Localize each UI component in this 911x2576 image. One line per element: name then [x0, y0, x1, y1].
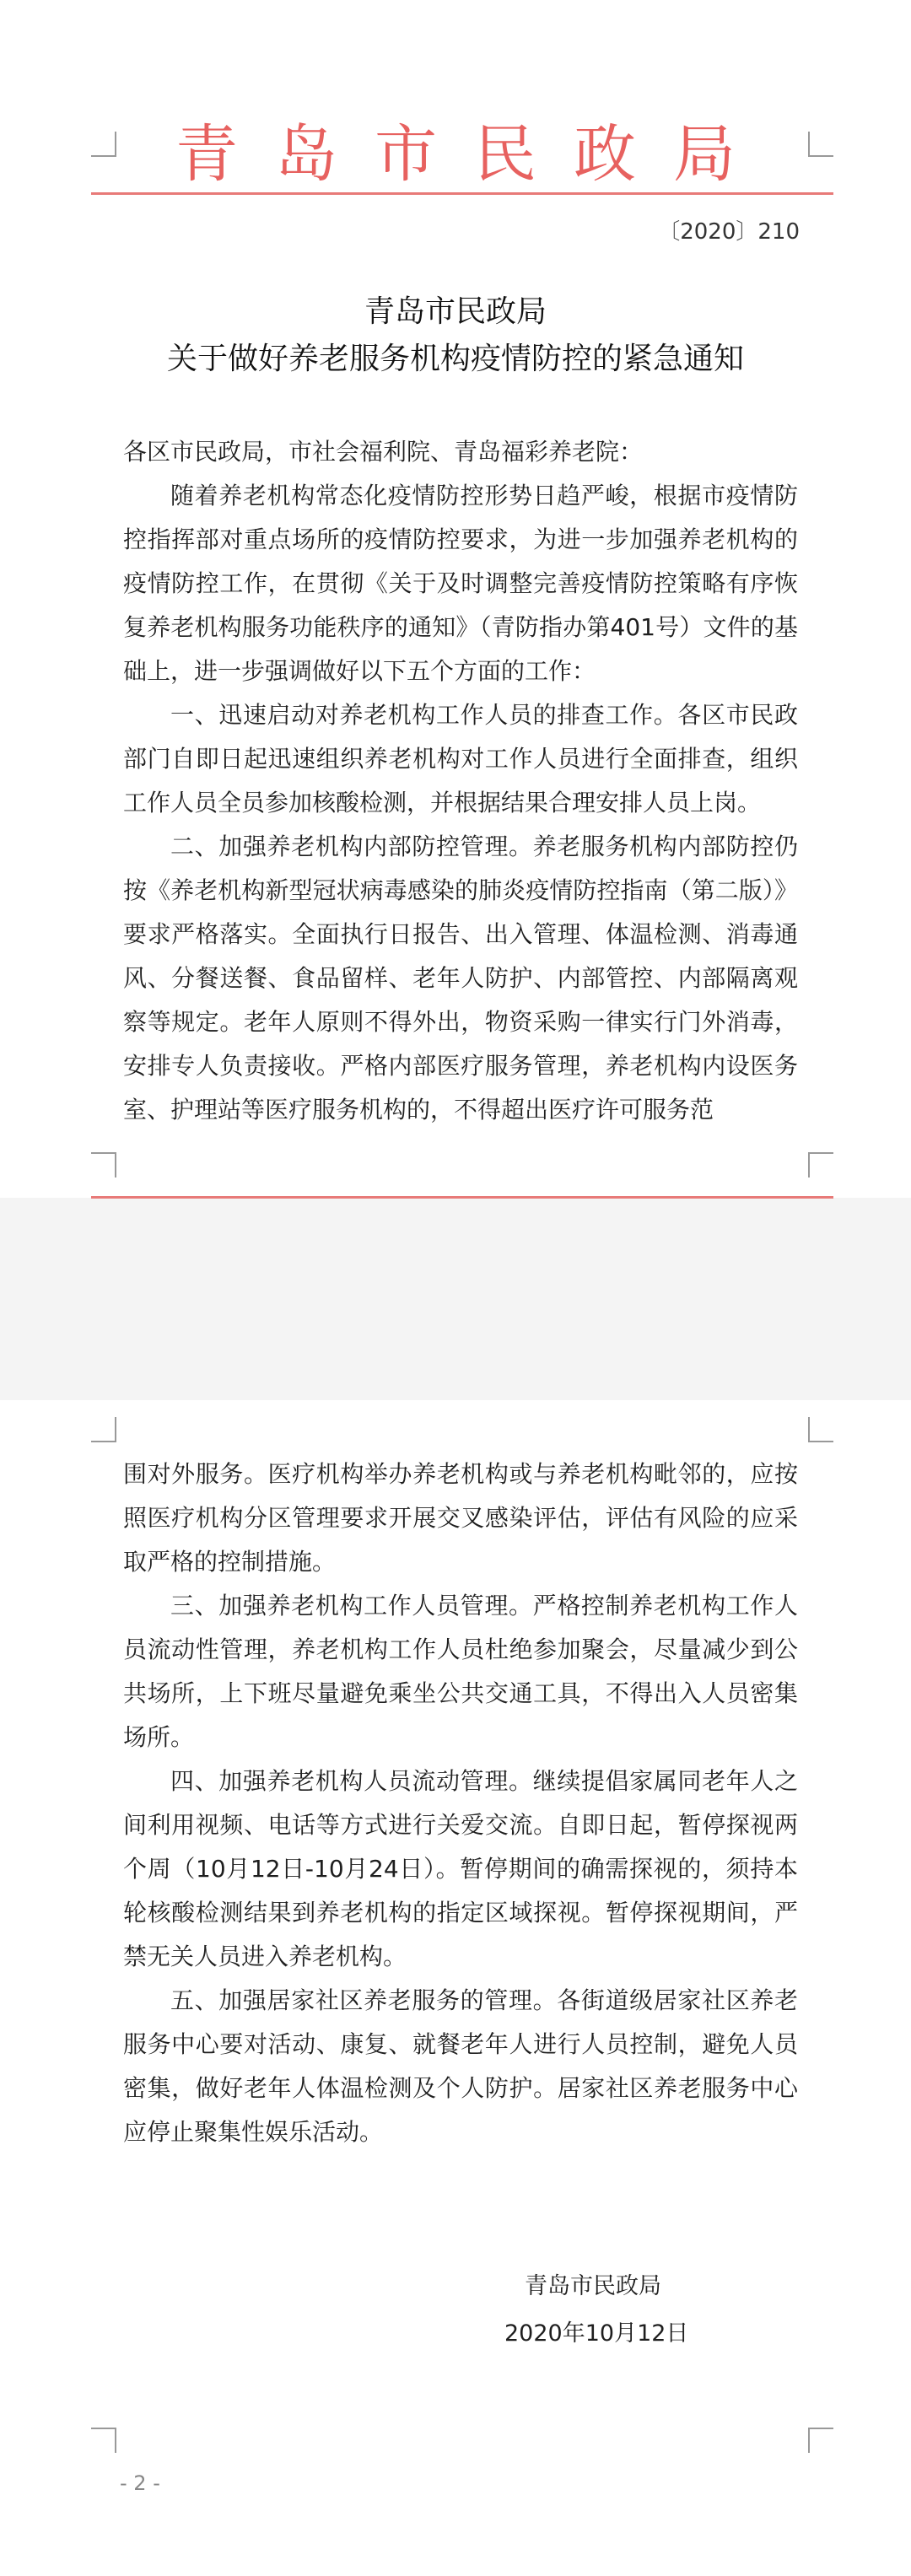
- crop-mark-bottom-left-page2: [91, 2428, 116, 2453]
- page1-bottom-red-rule: [91, 1196, 833, 1199]
- paragraph-intro: 随着养老机构常态化疫情防控形势日趋严峻，根据市疫情防控指挥部对重点场所的疫情防控要求，为进一步加强养老机构的疫情防控工作，在贯彻《关于及时调整完善疫情防控策略有序恢复养老机构服务功能秩序的通知》（青防指办第401号）文件的基础上，进一步强调做好以下五个方面的工作：: [123, 482, 798, 685]
- page-gap: [0, 1198, 911, 1400]
- crop-mark-bottom-left: [91, 1152, 116, 1178]
- paragraph-item-1: 一、迅速启动对养老机构工作人员的排查工作。各区市民政部门自即日起迅速组织养老机构对工作人员进行全面排查，组织工作人员全员参加核酸检测，并根据结果合理安排人员上岗。: [123, 701, 798, 816]
- letterhead-red-rule: [91, 192, 833, 195]
- paragraph-continuation: 围对外服务。医疗机构举办养老机构或与养老机构毗邻的，应按照医疗机构分区管理要求开展交叉感染评估，评估有风险的应采取严格的控制措施。: [123, 1460, 798, 1576]
- page1-body: [123, 430, 798, 1132]
- salutation: 各区市民政局，市社会福利院、青岛福彩养老院：: [123, 438, 644, 466]
- crop-mark-top-left-page2: [91, 1417, 116, 1442]
- paragraph-item-4: 四、加强养老机构人员流动管理。继续提倡家属同老年人之间利用视频、电话等方式进行关爱交流。自即日起，暂停探视两个周（10月12日-10月24日）。暂停期间的确需探视的，须持本轮核酸检测结果到养老机构的指定区域探视。暂停探视期间，严禁无关人员进入养老机构。: [123, 1767, 798, 1970]
- crop-mark-bottom-right: [808, 1152, 833, 1178]
- paragraph-item-2: 二、加强养老机构内部防控管理。养老服务机构内部防控仍按《养老机构新型冠状病毒感染的肺炎疫情防控指南（第二版）》要求严格落实。全面执行日报告、出入管理、体温检测、消毒通风、分餐送餐、食品留样、老年人防护、内部管控、内部隔离观察等规定。老年人原则不得外出，物资采购一律实行门外消毒，安排专人负责接收。严格内部医疗服务管理，养老机构内设医务室、护理站等医疗服务机构的，不得超出医疗许可服务范: [123, 833, 798, 1124]
- signature-date: 2020年10月12日: [504, 2320, 689, 2347]
- crop-mark-bottom-right-page2: [808, 2428, 833, 2453]
- paragraph-item-3: 三、加强养老机构工作人员管理。严格控制养老机构工作人员流动性管理，养老机构工作人员杜绝参加聚会，尽量减少到公共场所，上下班尽量避免乘坐公共交通工具，不得出入人员密集场所。: [123, 1592, 798, 1751]
- letterhead-title: 青岛市民政局: [175, 118, 773, 191]
- document-title-line1: 青岛市民政局: [364, 294, 547, 329]
- page2-body: [123, 1452, 798, 2154]
- crop-mark-top-right-page2: [808, 1417, 833, 1442]
- page-number: - 2 -: [120, 2471, 160, 2495]
- paragraph-item-5: 五、加强居家社区养老服务的管理。各街道级居家社区养老服务中心要对活动、康复、就餐老年人进行人员控制，避免人员密集，做好老年人体温检测及个人防护。居家社区养老服务中心应停止聚集性娱乐活动。: [123, 1986, 798, 2146]
- document-number: 〔2020〕210: [658, 219, 800, 245]
- document-title-line2: 关于做好养老服务机构疫情防控的紧急通知: [166, 342, 744, 376]
- signature-organization: 青岛市民政局: [525, 2273, 661, 2299]
